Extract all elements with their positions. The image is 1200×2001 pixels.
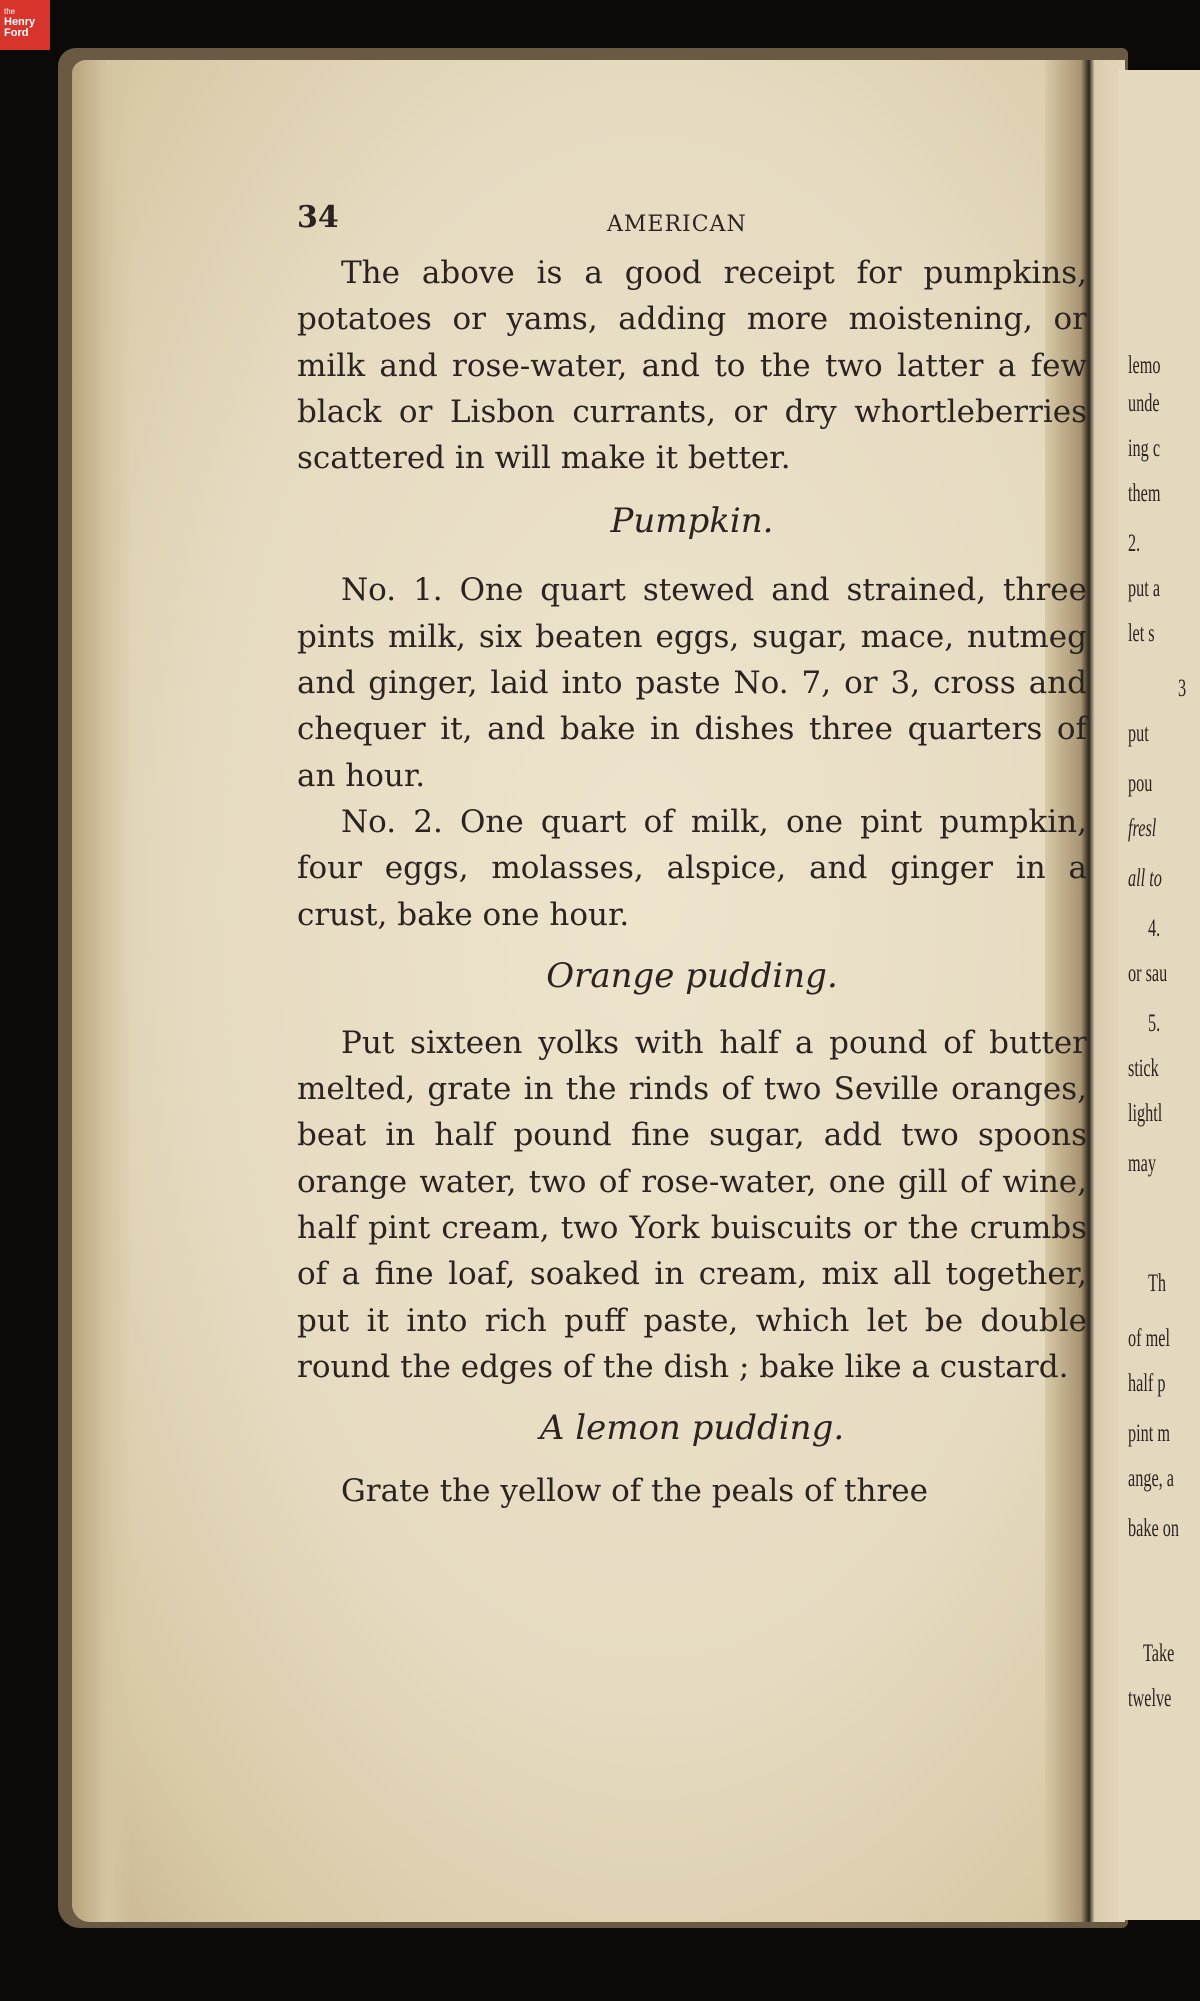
next-page-fragment: lemo	[1128, 352, 1161, 379]
next-page-fragment: lightl	[1128, 1100, 1163, 1127]
next-page-fragment: fresl	[1128, 815, 1157, 842]
next-page-fragment: half p	[1128, 1370, 1166, 1397]
running-title: AMERICAN	[607, 212, 747, 237]
page-content	[297, 200, 1087, 1515]
next-page-fragment: put	[1128, 720, 1149, 747]
next-page-edge	[1118, 70, 1200, 1920]
lemon-pudding-heading: A lemon pudding.	[539, 1408, 845, 1449]
logo-line-2: Henry	[4, 16, 36, 28]
next-page-fragment: unde	[1128, 390, 1160, 417]
next-page-fragment: 5.	[1148, 1010, 1161, 1037]
pumpkin-recipe-2: No. 2. One quart of milk, one pint pumpkin, four eggs, molasses, alspice, and ginger in a crust, bake one hour.	[297, 803, 1087, 933]
next-page-fragment: stick	[1128, 1055, 1159, 1082]
lemon-pudding-recipe: Grate the yellow of the peals of three	[341, 1473, 928, 1510]
next-page-fragment: 4.	[1148, 915, 1161, 942]
running-head	[297, 200, 1087, 250]
next-page-fragment: let s	[1128, 620, 1155, 647]
orange-pudding-recipe: Put sixteen yolks with half a pound of butter melted, grate in the rinds of two Seville oranges, beat in half pound fine sugar, add two spoons orange water, two of rose-water, one gill of wine, half pint cream, two York buiscuits or the crumbs of a fine loaf, soaked in cream, mix all together, put it into rich puff paste, which let be double round the edges of the dish ; bake like a custard.	[297, 1024, 1087, 1385]
pumpkin-heading: Pumpkin.	[610, 501, 774, 542]
next-page-fragment: 2.	[1128, 530, 1141, 557]
next-page-fragment: ange, a	[1128, 1465, 1175, 1492]
next-page-fragment: of mel	[1128, 1325, 1170, 1352]
next-page-fragment: ing c	[1128, 435, 1161, 462]
next-page-fragment: twelve	[1128, 1685, 1172, 1712]
logo-line-1: the	[4, 7, 16, 16]
next-page-fragment: may	[1128, 1150, 1156, 1177]
next-page-fragment: bake on	[1128, 1515, 1179, 1542]
next-page-fragment: Th	[1148, 1270, 1167, 1297]
next-page-fragment: all to	[1128, 865, 1162, 892]
orange-pudding-heading: Orange pudding.	[546, 955, 838, 996]
page-number: 34	[297, 200, 339, 235]
intro-paragraph: The above is a good receipt for pumpkins, potatoes or yams, adding more moistening, or milk and rose-water, and to the two latter a few black or Lisbon currants, or dry whortleberries scattered in will make it better.	[297, 255, 1087, 477]
next-page-fragment: pou	[1128, 770, 1153, 797]
next-page-fragment: put a	[1128, 575, 1161, 602]
next-page-fragment: pint m	[1128, 1420, 1170, 1447]
next-page-fragment: or sau	[1128, 960, 1168, 987]
henry-ford-logo	[0, 0, 50, 50]
next-page-fragment: 3	[1178, 675, 1187, 702]
next-page-fragment: them	[1128, 480, 1161, 507]
pumpkin-recipe-1: No. 1. One quart stewed and strained, three pints milk, six beaten eggs, sugar, mace, nutmeg and ginger, laid into paste No. 7, or 3, cross and chequer it, and bake in dishes three quarters of an hour.	[297, 572, 1087, 794]
logo-line-3: Ford	[4, 27, 29, 39]
next-page-fragment: Take	[1143, 1640, 1175, 1667]
